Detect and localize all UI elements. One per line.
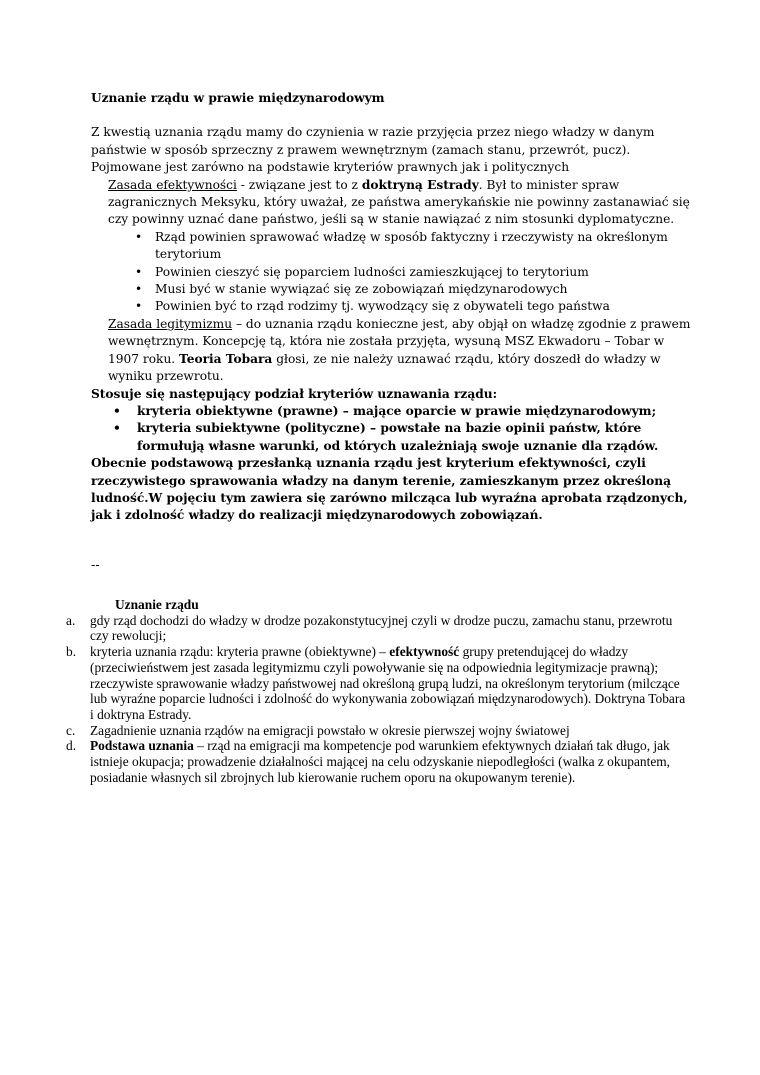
list-item: c. Zagadnienie uznania rządów na emigracji powstało w okresie pierwszej wojny światowej bbox=[66, 722, 570, 738]
list-item: a. gdy rząd dochodzi do władzy w drodze pozakonstytucyjnej czyli w drodze puczu, zamachu stanu, przewrotu czy rewolucji; bbox=[66, 612, 673, 644]
estrada-doctrine: doktryną Estrady bbox=[361, 177, 479, 192]
list-item: • Powinien cieszyć się poparciem ludności zamieszkującej to terytorium bbox=[135, 264, 691, 281]
list-item: • Rząd powinien sprawować władzę w sposób faktyczny i rzeczywisty na określonym terytorium bbox=[135, 229, 691, 264]
notes-heading: Uznanie rządu bbox=[115, 597, 199, 612]
list-item: d. Podstawa uznania – rząd na emigracji ma kompetencje pod warunkiem efektywnych działań tak długo, jak istnieje okupacja; prowadzenie działalności mającej na celu odzyskanie niepodległości (walka z okupantem, posiadanie własnych sil zbrojnych lub kierowanie ruchem oporu na okupowanym terenie). bbox=[66, 738, 671, 785]
efektywnosc-paragraph: Zasada efektywności - związane jest to z doktryną Estrady. Był to minister spraw zagranicznych Meksyku, który uważał, ze państwa amerykańskie nie powinny zastanawiać się czy powinny uznać dane państwo, jeśli są w stanie nawiązać z nim stosunki dyplomatyczne. bbox=[108, 177, 690, 227]
section-notes bbox=[66, 597, 686, 785]
separator: -- bbox=[91, 558, 100, 572]
criteria-heading: Stosuje się następujący podział kryteriów uznawania rządu: bbox=[91, 386, 498, 401]
list-item: • kryteria subiektywne (polityczne) – powstałe na bazie opinii państw, które formułują własne warunki, od których uzależniają swoje uznanie dla rządów. bbox=[113, 420, 691, 455]
legitymizm-paragraph: Zasada legitymizmu – do uznania rządu konieczne jest, aby objął on władzę zgodnie z prawem wewnętrznym. Koncepcję tą, która nie została przyjęta, wysuną MSZ Ekwadoru – Tobar w 1907 roku. Teoria Tobara głosi, ze nie należy uznawać rządu, który doszedł do władzy w wyniku przewrotu. bbox=[108, 316, 691, 384]
intro-paragraph: Z kwestią uznania rządu mamy do czynienia w razie przyjęcia przez niego władzy w danym państwie w sposób sprzeczny z prawem wewnętrznym (zamach stanu, przewrót, pucz). bbox=[91, 125, 655, 157]
section-main bbox=[91, 90, 691, 525]
doc-title: Uznanie rządu w prawie międzynarodowym bbox=[91, 91, 385, 105]
legitymizm-term: Zasada legitymizmu bbox=[108, 316, 233, 331]
list-item: • Powinien być to rząd rodzimy tj. wywodzący się z obywateli tego państwa bbox=[135, 298, 691, 315]
list-item: • Musi być w stanie wywiązać się ze zobowiązań międzynarodowych bbox=[135, 281, 691, 298]
efektywnosc-term: Zasada efektywności bbox=[108, 177, 237, 192]
list-item: b. kryteria uznania rządu: kryteria prawne (obiektywne) – efektywność grupy pretendującej do władzy (przeciwieństwem jest zasada legitymizmu czyli powoływanie się na odpowiednia legitymizacje prawną); rzeczywiste sprawowanie władzy państwowej nad określoną grupą ludzi, na określonym terytorium (milczące lub wyraźne poparcie ludności i zdolność do wykonywania zobowiązań międzynarodowych). Doktryna Tobara i doktryna Estrady. bbox=[66, 644, 686, 722]
criteria-list bbox=[113, 403, 691, 455]
notes-list bbox=[66, 613, 686, 786]
intro-paragraph-2: Pojmowane jest zarówno na podstawie kryteriów prawnych jak i politycznych bbox=[91, 160, 570, 175]
efektywnosc-bullets bbox=[135, 229, 691, 316]
conclusion-paragraph: Obecnie podstawową przesłanką uznania rządu jest kryterium efektywności, czyli rzeczywistego sprawowania władzy na danym terenie, zamieszkanym przez określoną ludność.W pojęciu tym zawiera się zarówno milcząca lub wyraźna aprobata rządzonych, jak i zdolność władzy do realizacji międzynarodowych zobowiązań. bbox=[91, 456, 688, 523]
list-item: • kryteria obiektywne (prawne) – mające oparcie w prawie międzynarodowym; bbox=[113, 403, 691, 420]
tobar-theory: Teoria Tobara bbox=[179, 351, 273, 366]
